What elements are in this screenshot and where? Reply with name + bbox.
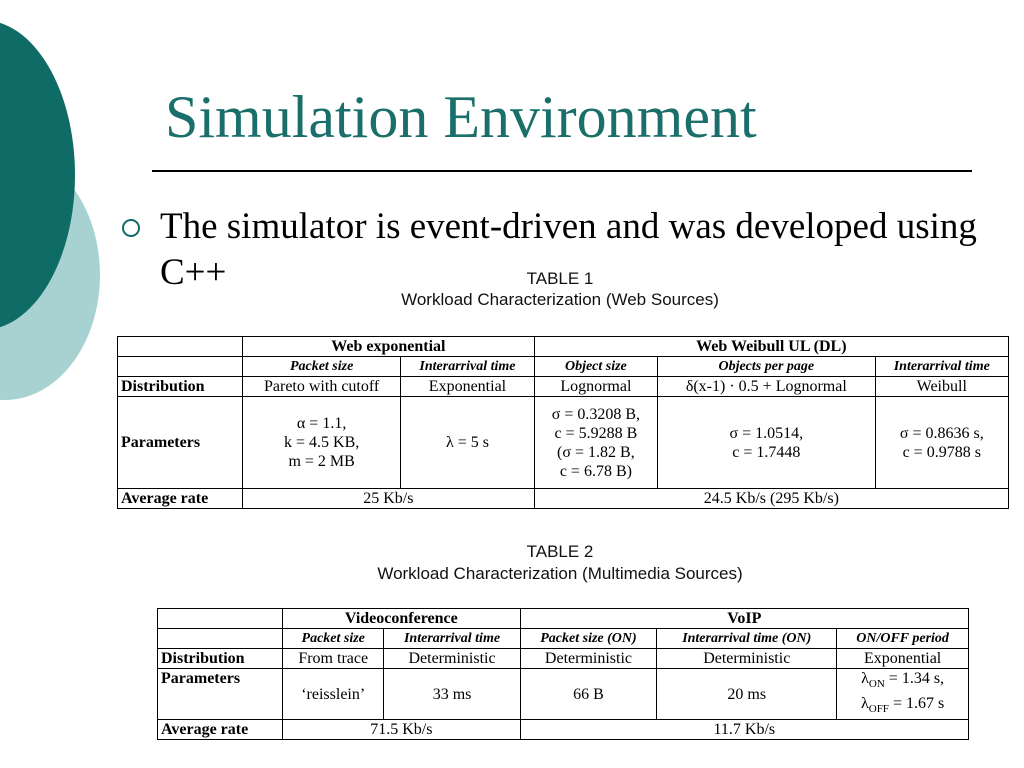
- table-row: [158, 669, 969, 720]
- column-header: Interarrival time (ON): [657, 629, 837, 649]
- cell-line: c = 5.9288 B: [554, 424, 638, 442]
- table1-caption-label: TABLE 1: [526, 269, 594, 288]
- table-cell: Lognormal: [534, 377, 657, 397]
- table-cell: Exponential: [401, 377, 534, 397]
- cell-line: k = 4.5 KB,: [284, 434, 360, 451]
- table-cell: [401, 397, 534, 489]
- row-header: Average rate: [118, 489, 243, 509]
- table-cell: ‘reisslein’: [283, 669, 384, 720]
- table-corner-cell: [118, 337, 243, 357]
- table-cell: 11.7 Kb/s: [520, 720, 968, 740]
- bullet-circle-icon: [122, 219, 140, 237]
- column-header: Interarrival time: [401, 357, 534, 377]
- cell-line: c = 6.78 B): [559, 462, 632, 480]
- table-cell: Pareto with cutoff: [243, 377, 401, 397]
- table2-caption-label: TABLE 2: [526, 542, 594, 561]
- table-cell: [243, 397, 401, 489]
- table-cell: 20 ms: [657, 669, 837, 720]
- table-cell: [837, 669, 969, 720]
- cell-line: α = 1.1,: [296, 415, 347, 432]
- cell-line: m = 2 MB: [288, 453, 355, 470]
- table-cell: Exponential: [837, 649, 969, 669]
- table-cell: 33 ms: [384, 669, 520, 720]
- table-row: [118, 377, 1009, 397]
- group-header: Videoconference: [283, 609, 521, 629]
- table-cell: [534, 397, 657, 489]
- row-header: Parameters: [118, 397, 243, 489]
- table-cell: Deterministic: [657, 649, 837, 669]
- table-corner-cell: [158, 609, 283, 629]
- table-cell: Deterministic: [384, 649, 520, 669]
- table-cell: 66 B: [520, 669, 657, 720]
- row-header: Distribution: [118, 377, 243, 397]
- table-cell: δ(x-1) · 0.5 + Lognormal: [658, 377, 875, 397]
- cell-line-off: $\lambda_{OFF} = 1.67$ s: [860, 695, 945, 716]
- cell-line: σ = 0.8636 s,: [899, 424, 984, 442]
- group-header: VoIP: [520, 609, 968, 629]
- bullet-text: The simulator is event-driven and was developed using C++: [160, 206, 977, 293]
- cell-line: (σ = 1.82 B,: [557, 443, 635, 461]
- row-header: Distribution: [158, 649, 283, 669]
- table-cell: 24.5 Kb/s (295 Kb/s): [534, 489, 1008, 509]
- table-cell: [875, 397, 1008, 489]
- column-header: Packet size (ON): [520, 629, 657, 649]
- table-cell: [658, 397, 875, 489]
- table-cell: From trace: [283, 649, 384, 669]
- table-subheader-row: [118, 357, 1009, 377]
- table-multimedia-sources: [157, 608, 969, 740]
- row-header: Average rate: [158, 720, 283, 740]
- column-header: ON/OFF period: [837, 629, 969, 649]
- group-header: Web exponential: [243, 337, 535, 357]
- column-header: Object size: [534, 357, 657, 377]
- title-divider: [152, 170, 972, 172]
- table2-caption-title: Workload Characterization (Multimedia Sources): [377, 564, 743, 583]
- cell-line: c = 1.7448: [732, 443, 801, 461]
- table-row: [118, 489, 1009, 509]
- cell-line: σ = 1.0514,: [729, 424, 804, 442]
- column-header: Interarrival time: [384, 629, 520, 649]
- cell-line: c = 0.9788 s: [902, 443, 981, 461]
- table-header-row: [158, 609, 969, 629]
- row-header: Parameters: [158, 669, 283, 720]
- table-cell: 71.5 Kb/s: [283, 720, 521, 740]
- table-cell: Weibull: [875, 377, 1008, 397]
- cell-line: λ = 5 s: [445, 434, 489, 451]
- column-header: Interarrival time: [875, 357, 1008, 377]
- group-header: Web Weibull UL (DL): [534, 337, 1008, 357]
- table-web-sources: [117, 336, 1009, 509]
- column-header: Packet size: [243, 357, 401, 377]
- table-subheader-row: [158, 629, 969, 649]
- table-corner-cell: [158, 629, 283, 649]
- column-header: Objects per page: [658, 357, 875, 377]
- table-row: [158, 720, 969, 740]
- table1-caption-title: Workload Characterization (Web Sources): [401, 290, 719, 309]
- cell-line-on: $\lambda_{ON} = 1.34$ s,: [861, 670, 945, 691]
- cell-line: σ = 0.3208 B,: [551, 405, 641, 423]
- table-corner-cell: [118, 357, 243, 377]
- table-header-row: [118, 337, 1009, 357]
- table-row: [158, 649, 969, 669]
- slide-title: Simulation Environment: [165, 84, 757, 150]
- table-row: [118, 397, 1009, 489]
- table-cell: Deterministic: [520, 649, 657, 669]
- table-cell: 25 Kb/s: [243, 489, 535, 509]
- column-header: Packet size: [283, 629, 384, 649]
